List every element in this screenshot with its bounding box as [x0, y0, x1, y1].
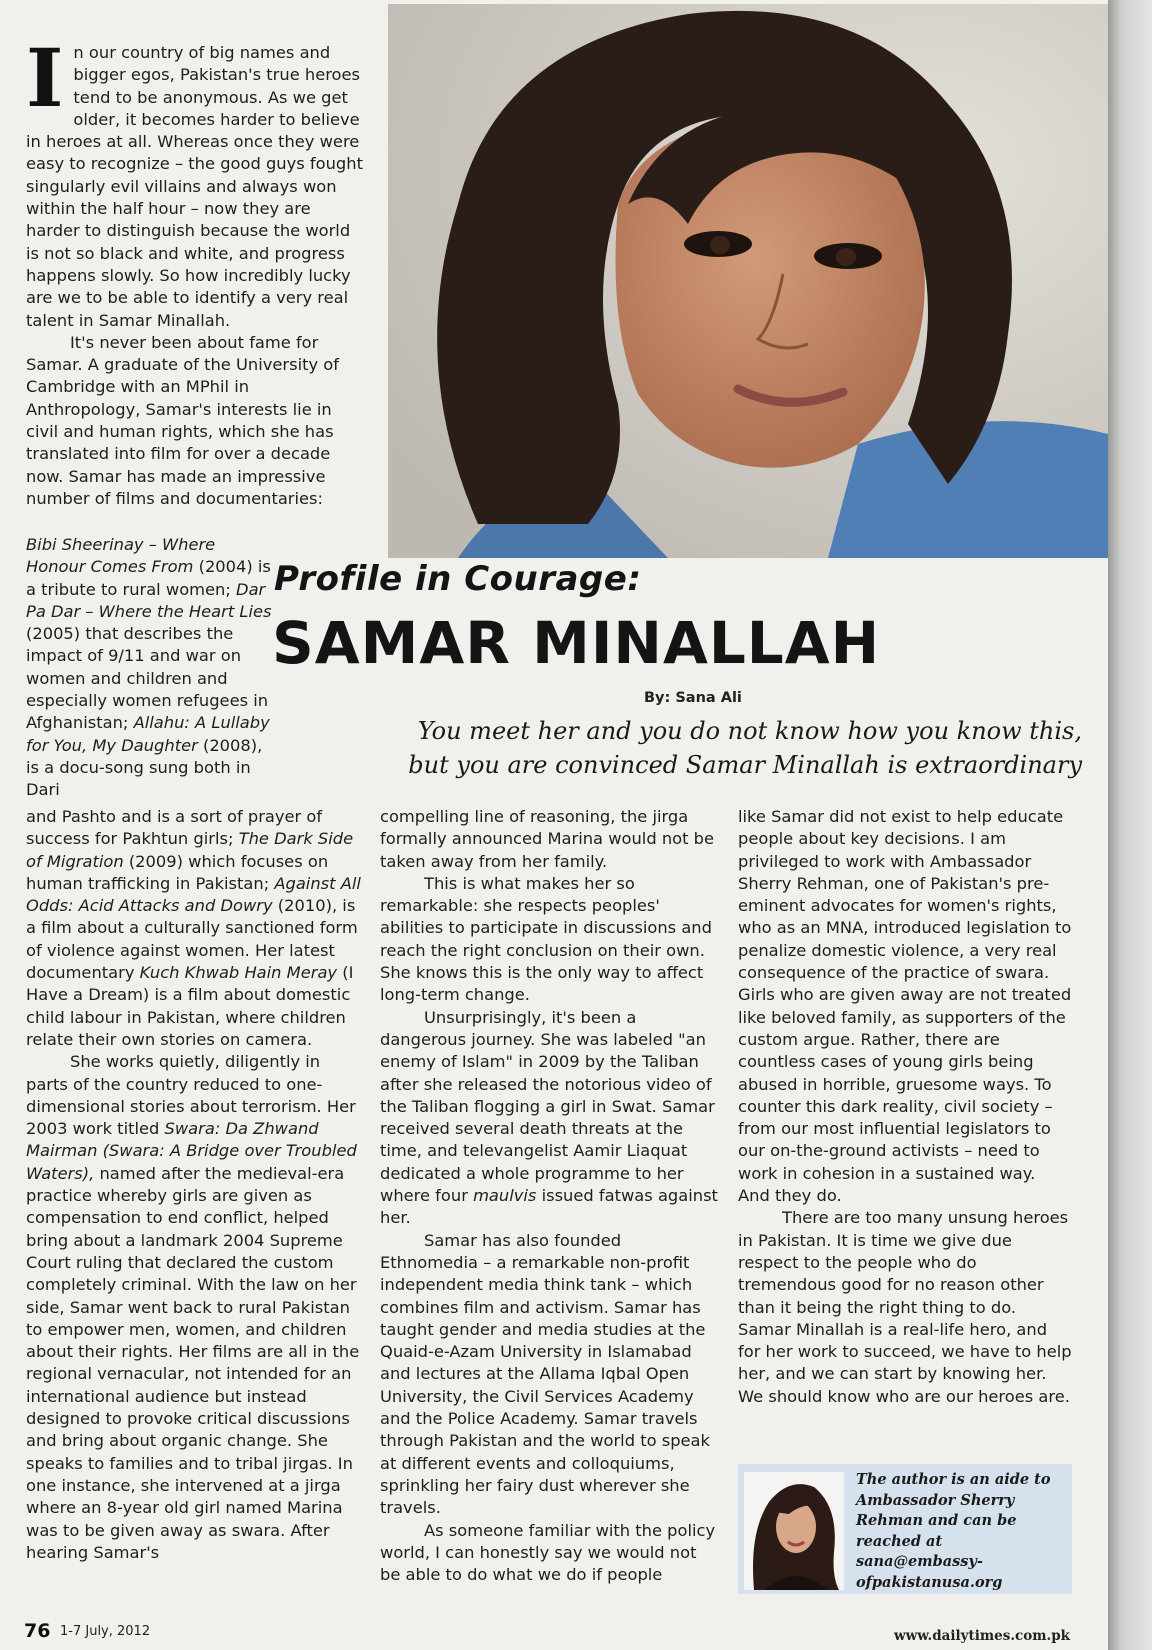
article-column-1-bottom: [26, 806, 366, 1564]
page-number: 76: [24, 1620, 51, 1642]
paragraph: like Samar did not exist to help educate people about key decisions. I am privileged to work with Ambassador Sherry Rehman, one of Pakistan's pre-eminent advocates for women's rights, who as an MNA, introduced legislation to penalize domestic violence, a very real consequence of the practice of swara. Girls who are given away are not treated like beloved family, as supporters of the custom argue. Rather, there are countless cases of young girls being abused in horrible, gruesome ways. To counter this dark reality, civil society – from our most influential legislators to our on-the-ground activists – need to work in cohesion in a sustained way. And they do.: [738, 807, 1072, 1206]
paragraph: Unsurprisingly, it's been a dangerous journey. She was labeled "an enemy of Islam" in 2009 by the Taliban after she released the notorious video of the Taliban flogging a girl in Swat. Samar received several death threats at the time, and televangelist Aamir Liaquat dedicated a whole programme to her where four maulvis issued fatwas against her.: [380, 1007, 718, 1228]
byline: By: Sana Ali: [644, 690, 742, 706]
film-title: Bibi Sheerinay – Where Honour Comes From: [26, 535, 216, 577]
headline-kicker: Profile in Courage:: [274, 559, 642, 599]
drop-cap: I: [26, 31, 64, 125]
article-column-1-top: [26, 31, 366, 510]
author-note: The author is an aide to Ambassador Sherry Rehman and can be reached at sana@embassy- ofpakistanusa.org: [856, 1471, 1051, 1591]
film-title: Kuch Khwab Hain Meray: [139, 963, 338, 983]
paragraph: Samar has also founded Ethnomedia – a remarkable non-profit independent media think tank – which combines film and activism. Samar has taught gender and media studies at the Quaid-e-Azam University in Islamabad and lectures at the Allama Iqbal Open University, the Civil Services Academy and the Police Academy. Samar travels through Pakistan and the world to speak at different events and colloquiums, sprinkling her fairy dust wherever she travels.: [380, 1230, 710, 1518]
author-photo: [744, 1472, 844, 1590]
standfirst: [290, 714, 1082, 782]
portrait-photo: [388, 4, 1108, 558]
standfirst-line: You meet her and you do not know how you know this,: [417, 717, 1082, 745]
author-box: [738, 1464, 1072, 1594]
intro-paragraph: n our country of big names and bigger egos, Pakistan's true heroes tend to be anonymous. As we get older, it becomes harder to believe in heroes at all. Whereas once they were easy to recognize – the good guys fought singularly evil villains and always won within the half hour – now they are harder to distinguish because the world is not so black and white, and progress happens slowly. So how incredibly lucky are we to be able to identify a very real talent in Samar Minallah.: [26, 43, 363, 330]
article-column-3: [738, 806, 1072, 1408]
paragraph: There are too many unsung heroes in Pakistan. It is time we give due respect to the people who do tremendous good for no reason other than it being the right thing to do. Samar Minallah is a real-life hero, and for her work to succeed, we have to help her, and we can start by knowing her. We should know who are our heroes are.: [738, 1208, 1072, 1406]
issue-date: 1-7 July, 2012: [60, 1624, 151, 1639]
film-title: Allahu: A Lullaby for You, My Daughter: [26, 713, 270, 755]
paragraph: As someone familiar with the policy world, I can honestly say we would not be able to do what we do if people: [380, 1520, 716, 1585]
film-title: The Dark Side of Migration: [26, 829, 354, 871]
film-title: Dar Pa Dar – Where the Heart Lies: [26, 579, 272, 621]
film-title: Swara: Da Zhwand Mairman (Swara: A Bridge over Troubled Waters),: [26, 1119, 357, 1183]
paragraph-swara: She works quietly, diligently in parts of the country reduced to one-dimensional stories about terrorism. Her 2003 work titled Swara: Da Zhwand Mairman (Swara: A Bridge over Troubled Waters), named after the medieval-era practice whereby girls are given as compensation to end conflict, helped bring about a landmark 2004 Supreme Court ruling that declared the custom completely criminal. With the law on her side, Samar went back to rural Pakistan to empower men, women, and children about their rights. Her films are all in the regional vernacular, not intended for an international audience but instead designed to provoke critical discussions and bring about organic change. She speaks to families and to tribal jirgas. In one instance, she intervened at a jirga where an 8-year old girl named Marina was to be given away as swara. After hearing Samar's: [26, 1052, 360, 1562]
paragraph-films-continued: and Pashto and is a sort of prayer of success for Pakhtun girls; The Dark Side of Migration (2009) which focuses on human trafficking in Pakistan; Against All Odds: Acid Attacks and Dowry (2010), is a film about a culturally sanctioned form of violence against women. Her latest documentary Kuch Khwab Hain Meray (I Have a Dream) is a film about domestic child labour in Pakistan, where children relate their own stories on camera.: [26, 807, 361, 1049]
film-list: Bibi Sheerinay – Where Honour Comes From (2004) is a tribute to rural women; Dar Pa Dar – Where the Heart Lies (2005) that describes the impact of 9/11 and war on women and children and especially women refugees in Afghanistan; Allahu: A Lullaby for You, My Daughter (2008), is a docu-song sung both in Dari: [26, 535, 272, 800]
page-edge: [1108, 0, 1152, 1650]
paragraph: compelling line of reasoning, the jirga formally announced Marina would not be taken away from her family.: [380, 807, 715, 871]
article-column-2: [380, 806, 720, 1586]
film-list-column: [26, 534, 278, 802]
page-title: SAMAR MINALLAH: [272, 609, 881, 677]
website-url: www.dailytimes.com.pk: [894, 1628, 1071, 1644]
paragraph-fame: It's never been about fame for Samar. A graduate of the University of Cambridge with an MPhil in Anthropology, Samar's interests lie in civil and human rights, which she has translated into film for over a decade now. Samar has made an impressive number of films and documentaries:: [26, 332, 339, 508]
film-title: Against All Odds: Acid Attacks and Dowry: [26, 873, 361, 916]
standfirst-line: but you are convinced Samar Minallah is extraordinary: [408, 751, 1082, 779]
paragraph: This is what makes her so remarkable: she respects peoples' abilities to participate in discussions and reach the right conclusion on their own. She knows this is the only way to affect long-term change.: [380, 873, 712, 1005]
